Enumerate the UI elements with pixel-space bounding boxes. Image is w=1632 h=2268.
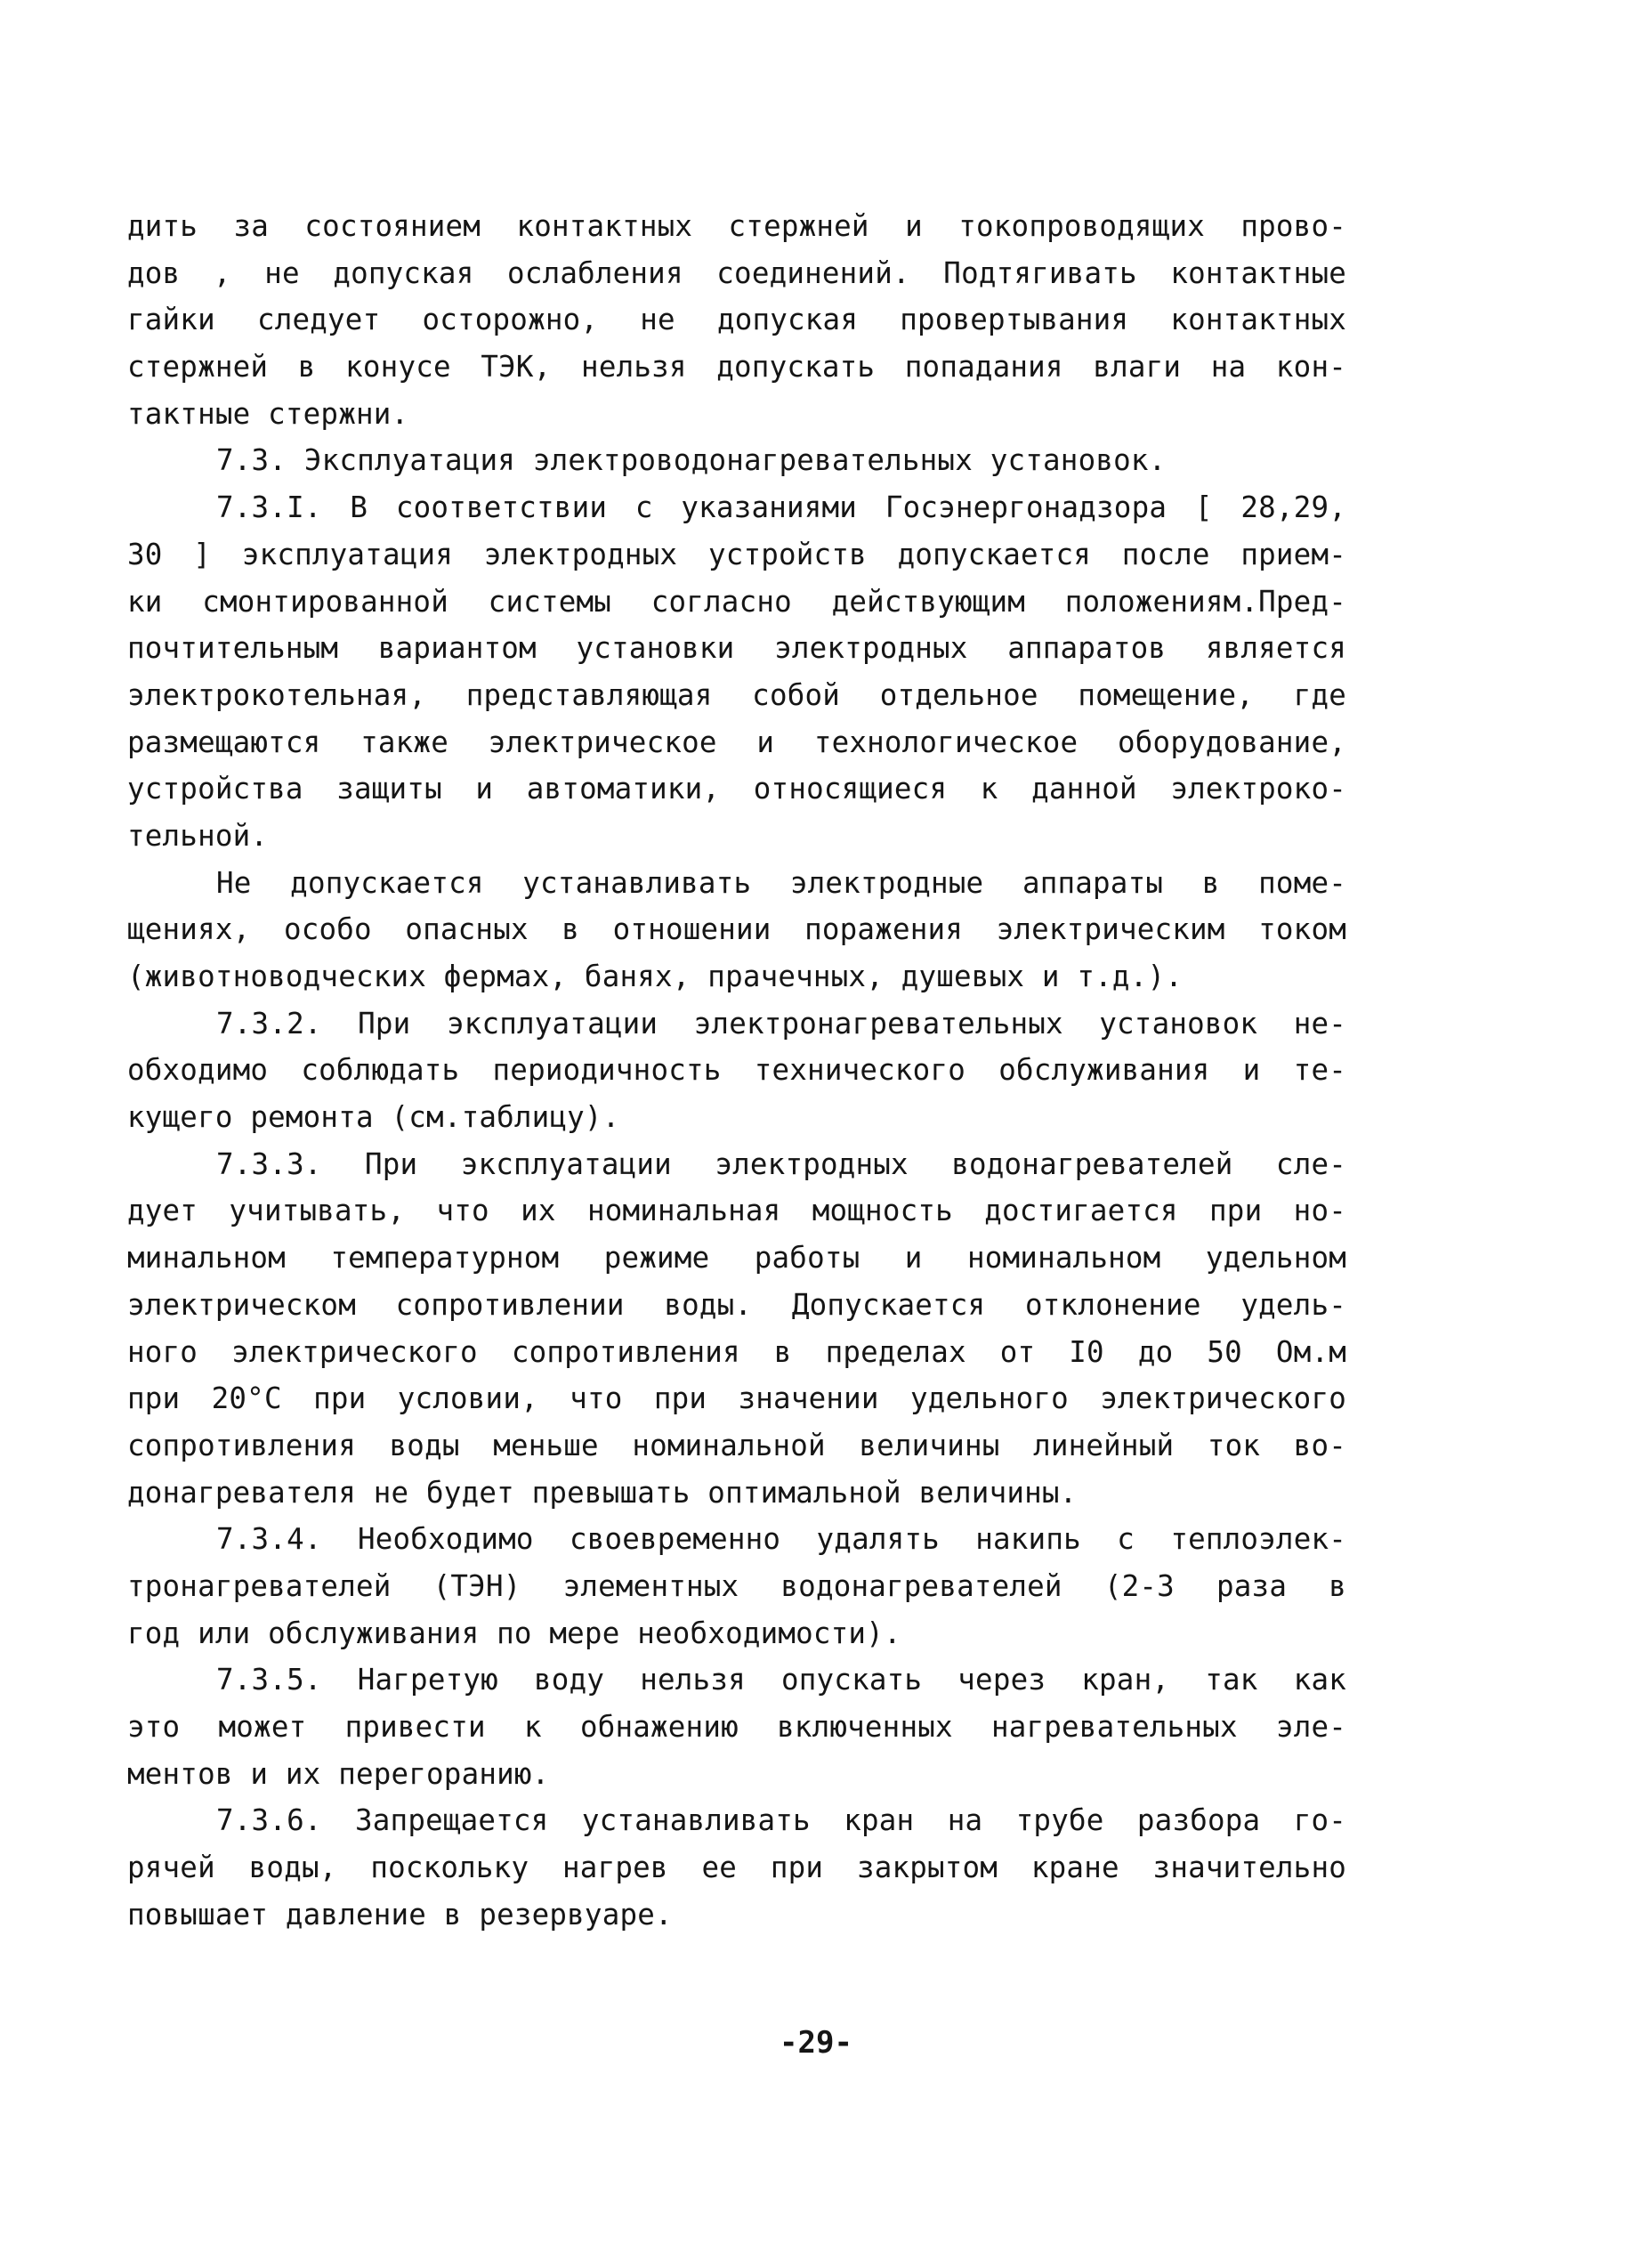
text-line: электрокотельная, представляющая собой отдельное помещение, где [127, 677, 1346, 712]
text-line: размещаются также электрическое и технологическое оборудование, [127, 725, 1346, 759]
text-line: 7.3.5. Нагретую воду нельзя опускать через кран, так как [216, 1663, 1346, 1697]
text-line: электрическом сопротивлении воды. Допускается отклонение удель- [127, 1287, 1346, 1322]
text-line: стержней в конусе ТЭК, нельзя допускать попадания влаги на кон- [127, 350, 1346, 385]
text-line: это может привести к обнажению включенных нагревательных эле- [127, 1710, 1346, 1744]
text-line: (животноводческих фермах, банях, прачечных, душевых и т.д.). [127, 960, 1183, 993]
text-line: тельной. [127, 818, 269, 853]
text-line: донагревателя не будет превышать оптимальной величины. [127, 1475, 1078, 1510]
text-line: дов , не допуская ослабления соединений. Подтягивать контактные [127, 255, 1346, 290]
text-line: Не допускается устанавливать электродные аппараты в поме- [216, 865, 1346, 900]
text-line: ного электрического сопротивления в пределах от I0 до 50 Ом.м [127, 1334, 1346, 1369]
text-line: рячей воды, поскольку нагрев ее при закрытом кране значительно [127, 1851, 1346, 1885]
text-line: при 20°С при условии, что при значении удельного электрического [127, 1381, 1346, 1416]
page-number: -29- [780, 2025, 852, 2061]
text-line: 7.3.4. Необходимо своевременно удалять накипь с теплоэлек- [216, 1522, 1346, 1557]
text-line: тронагревателей (ТЭН) элементных водонагревателей (2-3 раза в [127, 1568, 1346, 1603]
text-line: обходимо соблюдать периодичность технического обслуживания и те- [127, 1053, 1346, 1088]
text-line: минальном температурном режиме работы и номинальном удельном [127, 1241, 1346, 1276]
text-line: ки смонтированной системы согласно действующим положениям.Пред- [127, 584, 1346, 619]
text-line: устройства защиты и автоматики, относящиеся к данной электроко- [127, 772, 1346, 806]
text-line: сопротивления воды меньше номинальной величины линейный ток во- [127, 1428, 1346, 1462]
text-line: 7.3.2. При эксплуатации электронагревательных установок не- [216, 1006, 1346, 1041]
text-line: год или обслуживания по мере необходимости). [127, 1616, 901, 1650]
text-line: 30 ] эксплуатация электродных устройств допускается после прием- [127, 537, 1346, 571]
text-line: ментов и их перегоранию. [127, 1756, 550, 1791]
text-line: тактные стержни. [127, 396, 409, 431]
text-line: кущего ремонта (см.таблицу). [127, 1100, 620, 1135]
text-line: 7.3.6. Запрещается устанавливать кран на трубе разбора го- [216, 1803, 1346, 1838]
section-heading-7-3: 7.3. Эксплуатация электроводонагревательных установок. [216, 443, 1167, 478]
text-line: 7.3.3. При эксплуатации электродных водонагревателей сле- [216, 1146, 1346, 1181]
document-body [127, 203, 1346, 1938]
text-line: дить за состоянием контактных стержней и токопроводящих прово- [127, 209, 1346, 243]
text-line: гайки следует осторожно, не допуская провертывания контактных [127, 303, 1346, 337]
text-line: почтительным вариантом установки электродных аппаратов является [127, 631, 1346, 666]
text-line: дует учитывать, что их номинальная мощность достигается при но- [127, 1194, 1346, 1228]
text-line: 7.3.I. В соответствии с указаниями Госэнергонадзора [ 28,29, [216, 490, 1346, 525]
text-line: повышает давление в резервуаре. [127, 1897, 673, 1932]
text-line: щениях, особо опасных в отношении поражения электрическим током [127, 912, 1346, 947]
